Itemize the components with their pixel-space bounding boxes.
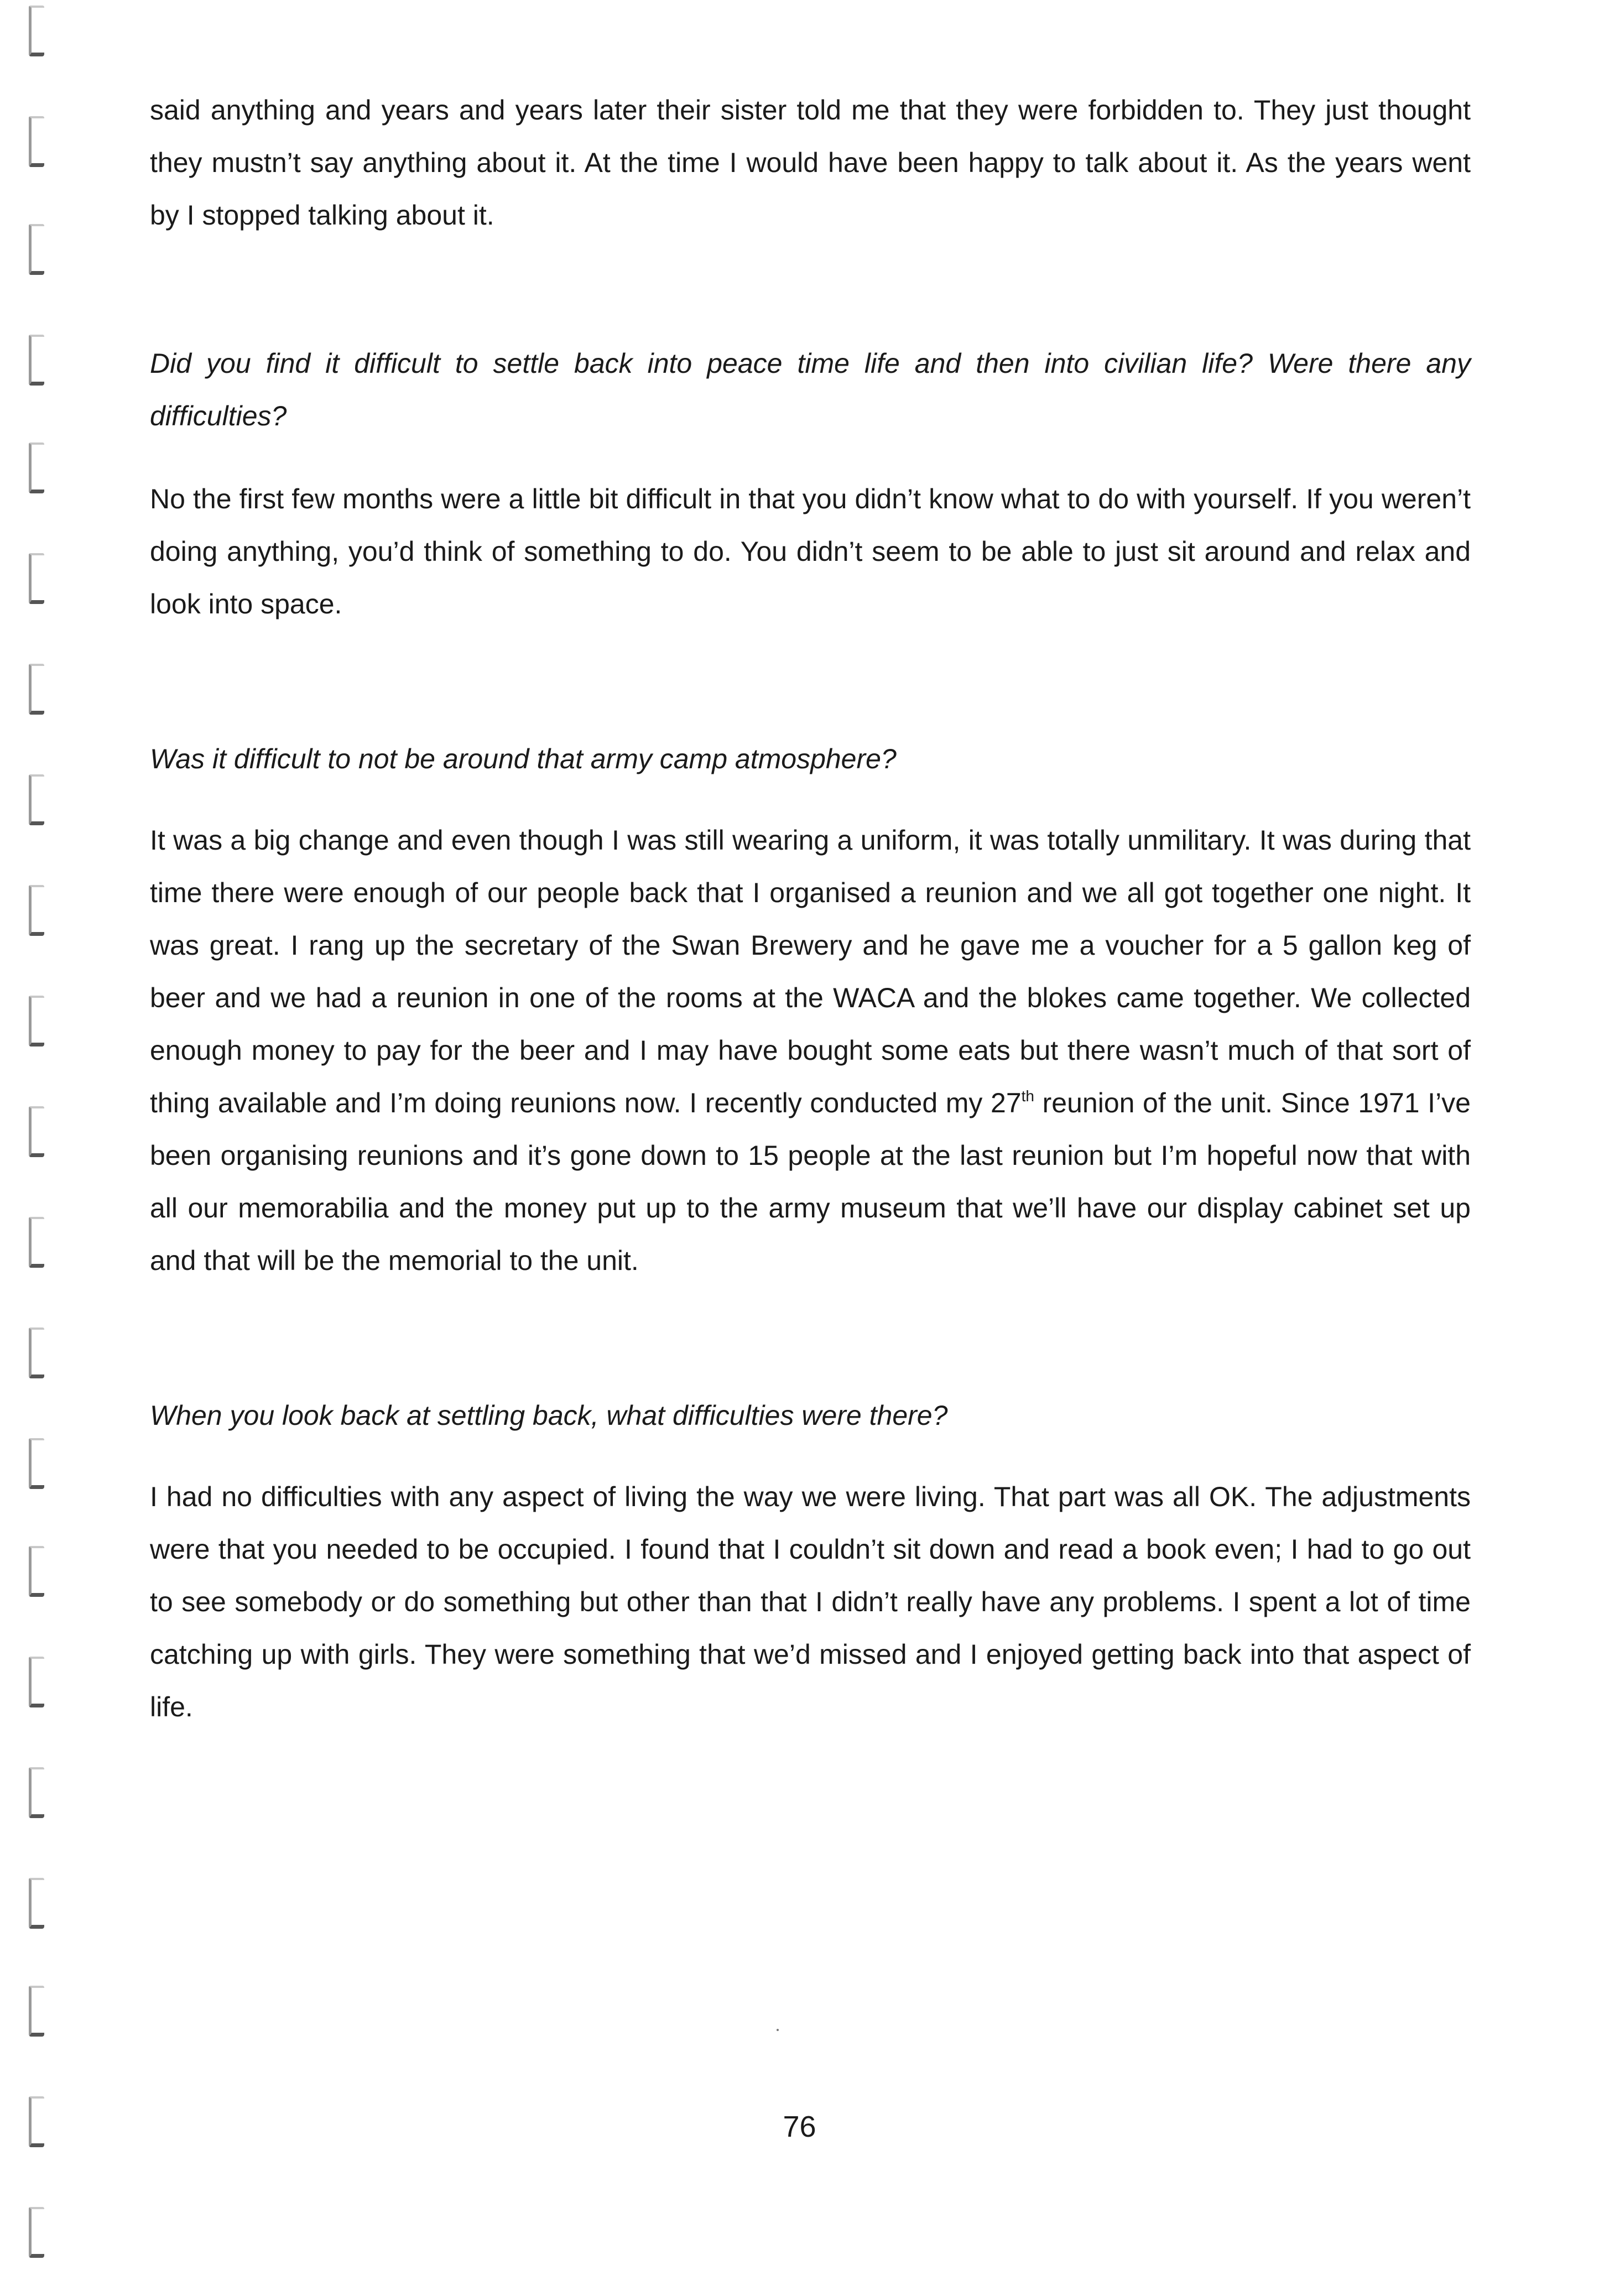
binding-ring — [29, 1106, 44, 1157]
answer-paragraph: No the first few months were a little bit difficult in that you didn’t know what to do with yourself. If you weren’t doing anything, you’d think of something to do. You didn’t seem to be able to just sit around and relax and look into space. — [150, 483, 1471, 619]
interview-question: Was it difficult to not be around that army camp atmosphere? — [150, 743, 897, 774]
binding-ring — [29, 2207, 44, 2258]
binding-ring — [29, 996, 44, 1047]
binding-ring — [29, 224, 44, 275]
binding-ring — [29, 885, 44, 936]
binding-ring — [29, 774, 44, 825]
binding-ring — [29, 116, 44, 167]
binding-ring — [29, 664, 44, 715]
binding-ring — [29, 1657, 44, 1707]
binding-ring — [29, 442, 44, 493]
binding-ring — [29, 1546, 44, 1597]
binding-ring — [29, 1878, 44, 1929]
binding-ring — [29, 553, 44, 604]
page-number: 76 — [783, 2110, 816, 2143]
scan-speck — [777, 2029, 779, 2031]
binding-ring — [29, 1438, 44, 1489]
binding-ring — [29, 335, 44, 386]
binding-ring — [29, 1217, 44, 1268]
binding-rings — [0, 0, 66, 2296]
answer-paragraph: said anything and years and years later their sister told me that they were forbidden to. They just thought they mustn’t say anything about it. At the time I would have been happy to talk about it. As the years went by I stopped talking about it. — [150, 95, 1471, 231]
answer-paragraph: I had no difficulties with any aspect of living the way we were living. That part was all OK. The adjustments were that you needed to be occupied. I found that I couldn’t sit down and read a book even; I had to go out to see somebody or do something but other than that I didn’t really have any problems. I spent a lot of time catching up with girls. They were something that we’d missed and I enjoyed getting back into that aspect of life. — [150, 1481, 1471, 1722]
transcript-body — [150, 84, 1471, 1733]
binding-ring — [29, 6, 44, 56]
binding-ring — [29, 1327, 44, 1378]
answer-text: It was a big change and even though I was still wearing a uniform, it was totally unmilitary. It was during that time there were enough of our people back that I organised a reunion and we all got together one night. It was great. I rang up the secretary of the Swan Brewery and he gave me a voucher for a 5 gallon keg of beer and we had a reunion in one of the rooms at the WACA and the blokes came together. We collected enough money to pay for the beer and I may have bought some eats but there wasn’t much of that sort of thing available and I’m doing reunions now. I recently conducted my 27 — [150, 825, 1471, 1118]
ordinal-superscript: th — [1021, 1087, 1035, 1105]
binding-ring — [29, 1986, 44, 2037]
interview-question: Did you find it difficult to settle back into peace time life and then into civilian life? Were there any difficulties? — [150, 348, 1471, 431]
answer-text: reunion of the unit. Since 1971 I’ve been organising reunions and it’s gone down to 15 people at the last reunion but I’m hopeful now that with all our memorabilia and the money put up to the army museum that we’ll have our display cabinet set up and that will be the memorial to the unit. — [150, 1087, 1471, 1276]
interview-question: When you look back at settling back, what difficulties were there? — [150, 1400, 948, 1431]
answer-paragraph — [150, 814, 1471, 1287]
binding-ring — [29, 1767, 44, 1818]
